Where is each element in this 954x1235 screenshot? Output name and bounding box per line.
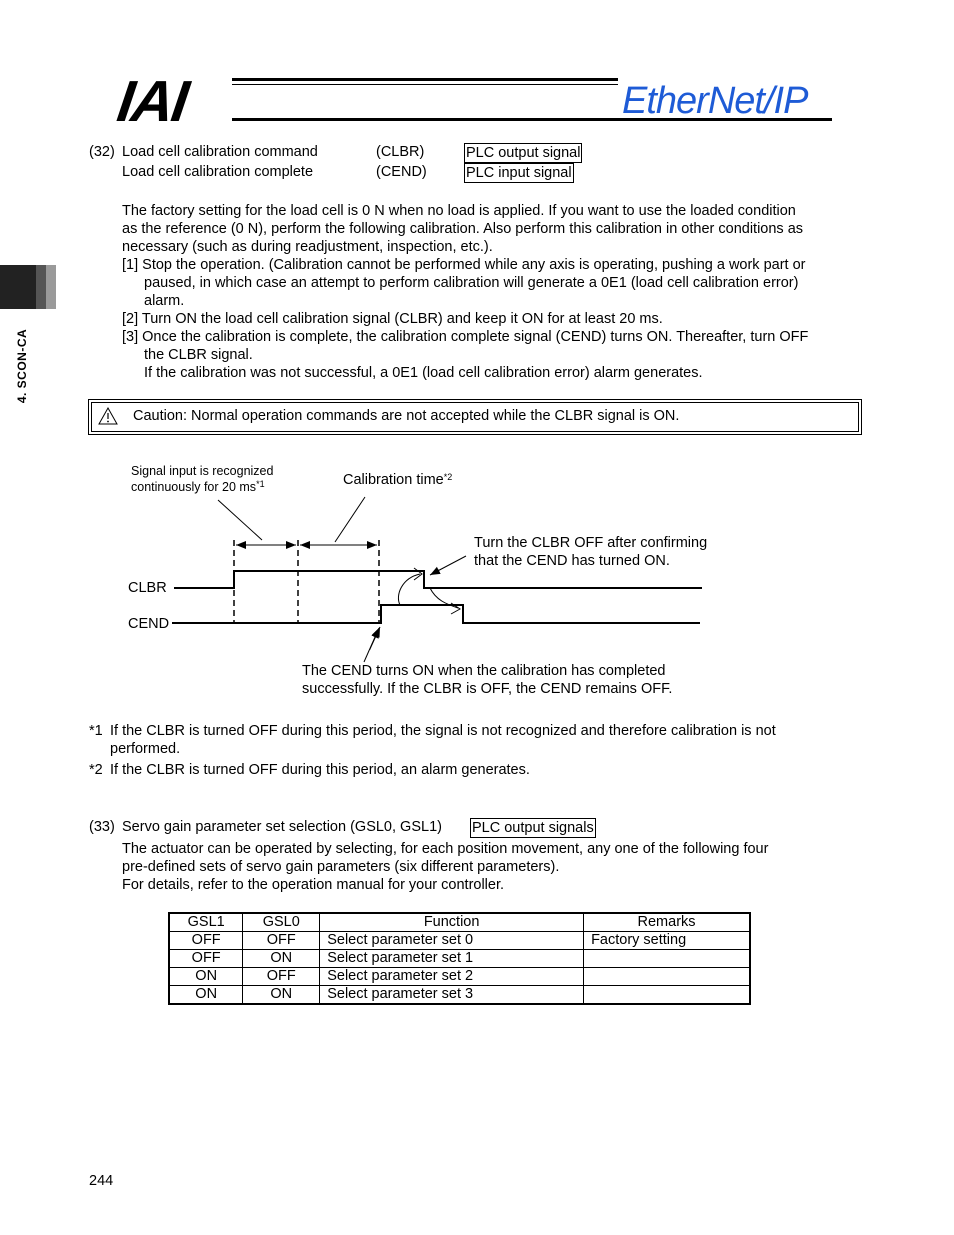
step-1: [1] Stop the operation. (Calibration cannot be performed while any axis is operating, pushing a work part or [122, 257, 806, 273]
table-cell: ON [169, 986, 243, 1005]
step-1-cont: paused, in which case an attempt to perform calibration will generate a 0E1 (load cell calibration error) [144, 275, 799, 291]
section33-signal: PLC output signals [472, 820, 594, 836]
table-row [169, 950, 750, 968]
chapter-label: 4. SCON-CA [15, 328, 29, 404]
table-cell: Select parameter set 2 [320, 968, 584, 986]
label-turnoff-2: that the CEND has turned ON. [474, 553, 670, 569]
iai-logo: IAI [113, 69, 191, 134]
step-2: [2] Turn ON the load cell calibration signal (CLBR) and keep it ON for at least 20 ms. [122, 311, 663, 327]
label-signal-recognized-2 [131, 479, 265, 495]
section32-para-line: The factory setting for the load cell is 0 N when no load is applied. If you want to use the loaded condition [122, 203, 796, 219]
label-signal-recognized: Signal input is recognized [131, 464, 274, 478]
label-clbr: CLBR [128, 580, 167, 596]
table-header: Function [320, 913, 584, 932]
page-number: 244 [89, 1173, 114, 1189]
section33-title: Servo gain parameter set selection (GSL0, GSL1) [122, 819, 442, 835]
table-cell: OFF [169, 950, 243, 968]
footnote-mark-1: *1 [256, 479, 265, 489]
label-cend-on-2: successfully. If the CLBR is OFF, the CEND remains OFF. [302, 681, 673, 697]
note-mark: *1 [89, 723, 103, 739]
label-cend: CEND [128, 616, 170, 632]
label-calibration-time [343, 471, 452, 489]
note-text: If the CLBR is turned OFF during this period, an alarm generates. [110, 762, 530, 778]
leader-turnoff [430, 556, 466, 575]
section32-cmd-signal: PLC output signal [466, 145, 581, 161]
section32-num: (32) [89, 144, 115, 160]
side-tab-block-light [46, 265, 56, 309]
caution-box [88, 399, 862, 435]
side-tab-block [0, 265, 36, 309]
side-tab-block-mid [36, 265, 46, 309]
step-3-cont: the CLBR signal. [144, 347, 253, 363]
step-3-cont: If the calibration was not successful, a 0E1 (load cell calibration error) alarm generates. [144, 365, 703, 381]
table-cell: ON [243, 950, 320, 968]
table-cell: OFF [243, 932, 320, 950]
section32-cmp-name: Load cell calibration complete [122, 164, 314, 180]
table-cell [584, 986, 750, 1005]
header-rule-mid [232, 84, 618, 85]
table-row [169, 932, 750, 950]
table-cell: Factory setting [584, 932, 750, 950]
leader-signal [218, 500, 262, 540]
section32-line1 [89, 143, 115, 161]
note-mark: *2 [89, 762, 103, 778]
table-cell: Select parameter set 0 [320, 932, 584, 950]
note-text: performed. [110, 741, 181, 757]
label-calib-text: Calibration time [343, 472, 444, 488]
clbr-waveform [174, 571, 702, 588]
table-cell [584, 968, 750, 986]
footnote-mark-2: *2 [443, 472, 453, 482]
section32-para-line: as the reference (0 N), perform the following calibration. Also perform this calibration in other conditions as [122, 221, 804, 237]
label-turnoff-1: Turn the CLBR OFF after confirming [474, 535, 708, 551]
section33-num: (33) [89, 819, 115, 835]
label-signal-text: continuously for 20 ms [131, 480, 257, 494]
curve-cend-to-clbr [398, 574, 420, 605]
section32-para-line: necessary (such as during readjustment, inspection, etc.). [122, 239, 493, 255]
gsl-table [168, 912, 751, 1005]
warning-icon [97, 406, 119, 426]
step-1-cont: alarm. [144, 293, 185, 309]
table-cell: ON [243, 986, 320, 1005]
table-header: GSL1 [169, 913, 243, 932]
table-header: Remarks [584, 913, 750, 932]
table-cell: Select parameter set 1 [320, 950, 584, 968]
section32-cmd-name: Load cell calibration command [122, 144, 318, 160]
table-cell: OFF [169, 932, 243, 950]
table-cell [584, 950, 750, 968]
ethernet-ip-logo: EtherNet/IP [622, 80, 808, 122]
header-rule-top [232, 78, 618, 81]
caution-text: Caution: Normal operation commands are not accepted while the CLBR signal is ON. [133, 408, 680, 424]
section33-para-line: The actuator can be operated by selecting, for each position movement, any one of the following four [122, 841, 769, 857]
section33-para-line: For details, refer to the operation manual for your controller. [122, 877, 505, 893]
section32-cmd-abbr: (CLBR) [376, 144, 425, 160]
note-text: If the CLBR is turned OFF during this period, the signal is not recognized and therefore calibration is not [110, 723, 776, 739]
section33-para-line: pre-defined sets of servo gain parameters (six different parameters). [122, 859, 560, 875]
label-cend-on-1: The CEND turns ON when the calibration has completed [302, 663, 666, 679]
section32-cmp-abbr: (CEND) [376, 164, 427, 180]
section32-cmp-signal: PLC input signal [466, 165, 572, 181]
table-row [169, 986, 750, 1005]
table-row [169, 968, 750, 986]
table-header: GSL0 [243, 913, 320, 932]
table-cell: OFF [243, 968, 320, 986]
step-3: [3] Once the calibration is complete, the calibration complete signal (CEND) turns ON. Thereafter, turn OFF [122, 329, 809, 345]
table-cell: Select parameter set 3 [320, 986, 584, 1005]
table-cell: ON [169, 968, 243, 986]
table-header-row [169, 913, 750, 932]
leader-calib [335, 497, 365, 542]
